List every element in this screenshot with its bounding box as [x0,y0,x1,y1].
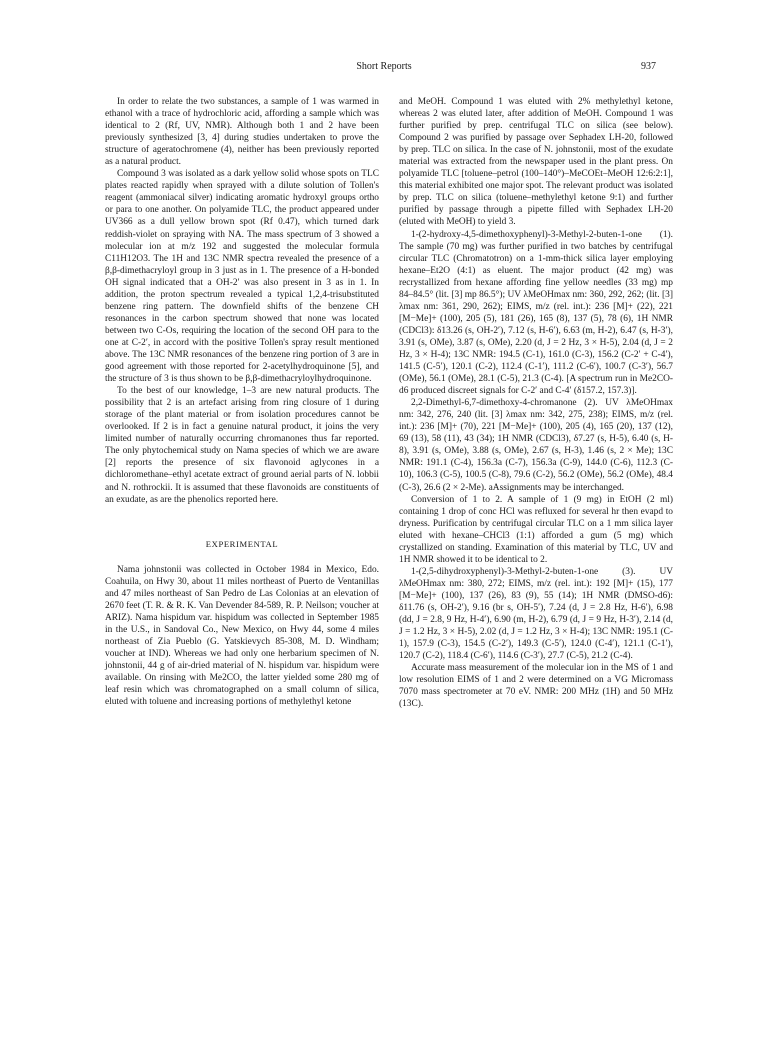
conversion-paragraph: Conversion of 1 to 2. A sample of 1 (9 mg) in EtOH (2 ml) containing 1 drop of conc HCl was refluxed for several hr then evapd to dryness. Purification by centrifugal circular TLC on a 1 mm silica layer eluted with hexane–CHCl3 (1:1) afforded a gum (5 mg) which crystallized on standing. Examination of this material by TLC, UV and 1H NMR showed it to be identical to 2. [399,494,673,565]
compound-1-paragraph: 1-(2-hydroxy-4,5-dimethoxyphenyl)-3-Methyl-2-buten-1-one (1). The sample (70 mg) was further purified in two batches by centrifugal circular TLC (Chromatotron) on a 1-mm-thick silica layer employing hexane–Et2O (4:1) as eluent. The major product (42 mg) was recrystallized from hexane affording fine yellow needles (33 mg) mp 84–84.5° (lit. [3] mp 86.5°); UV λMeOHmax nm: 360, 292, 262; (lit. [3] λmax nm: 361, 290, 262); EIMS, m/z (rel. int.): 236 [M]+ (22), 221 [M−Me]+ (100), 205 (5), 181 (26), 165 (8), 137 (5), 78 (6), 1H NMR (CDCl3): δ13.26 (s, OH-2′), 7.12 (s, H-6′), 6.63 (m, H-2), 6.47 (s, H-3′), 3.91 (s, OMe), 3.87 (s, OMe), 2.20 (d, J = 2 Hz, 3 × H-5), 2.04 (d, J = 2 Hz, 3 × H-4); 13C NMR: 194.5 (C-1), 161.0 (C-3), 156.2 (C-2′ + C-4′), 141.5 (C-5′), 120.1 (C-2), 112.4 (C-1′), 111.2 (C-6′), 100.7 (C-3′), 56.7 (OMe), 56.1 (OMe), 28.1 (C-5), 21.3 (C-4). [A spectrum run in Me2CO-d6 produced discreet signals for C-2′ and C-4′ (δ157.2, 157.3)]. [399,229,673,397]
journal-section-title: Short Reports [356,61,412,72]
left-column [105,96,379,708]
body-paragraph: and MeOH. Compound 1 was eluted with 2% methylethyl ketone, whereas 2 was eluted later, after addition of MeOH. Compound 1 was further purified by prep. centrifugal TLC on silica (see below). Compound 2 was purified by passage over Sephadex LH-20, followed by prep. TLC on silica. In the case of N. johnstonii, most of the exudate material was extracted from the newspaper used in the plant press. On polyamide TLC [toluene–petrol (100–140°)–MeCOEt–MeOH 12:6:2:1], this material exhibited one major spot. The relevant product was isolated by prep. TLC on silica (toluene–methylethyl ketone 9:1) and further purified by passage through a pipette filled with Sephadex LH-20 (eluted with MeOH) to yield 3. [399,97,673,228]
running-head [0,61,768,75]
body-paragraph: Compound 3 was isolated as a dark yellow solid whose spots on TLC plates reacted rapidly when sprayed with a dilute solution of Tollen's reagent (ammoniacal silver) indicating aromatic hydroxyl groups ortho or para to one another. On polyamide TLC, the product appeared under UV366 as a dull yellow brown spot (Rf 0.47), which turned dark reddish-violet on spraying with NA. The mass spectrum of 3 showed a molecular ion at m/z 192 and suggested the molecular formula C11H12O3. The 1H and 13C NMR spectra revealed the presence of a β,β-dimethacryloyl group in 3 just as in 1. The presence of a H-bonded OH signal indicated that a OH-2′ was also present in 3 as in 1. In addition, the proton spectrum revealed a typical 1,2,4-trisubstituted benzene ring pattern. The downfield shifts of the benzene CH resonances in the carbon spectrum showed that none was located between two C-Os, requiring the location of the second OH para to the one at C-2′, in accord with the positive Tollen's spray result mentioned above. The 13C NMR resonances of the benzene ring portion of 3 are in good agreement with those reported for 2-acetylhydroquinone [5], and the structure of 3 is thus shown to be β,β-dimethacryloylhydroquinone. [105,169,379,385]
body-paragraph: To the best of our knowledge, 1–3 are new natural products. The possibility that 2 is an artefact arising from ring closure of 1 during storage of the plant material or from isolation procedures cannot be overlooked. If 2 is in fact a genuine natural product, it joins the very limited number of naturally occurring chromanones thus far reported. The only phytochemical study on Nama species of which we are aware [2] reports the presence of six flavonoid aglycones in a dichloromethane–ethyl acetate extract of ground aerial parts of N. lobbii and N. rothrockii. It is assumed that these flavonoids are constituents of an exudate, as are the phenolics reported here. [105,386,379,505]
compound-2-paragraph: 2,2-Dimethyl-6,7-dimethoxy-4-chromanone (2). UV λMeOHmax nm: 342, 276, 240 (lit. [3] λmax nm: 342, 275, 238); EIMS, m/z (rel. int.): 236 [M]+ (70), 221 [M−Me]+ (100), 205 (4), 165 (20), 137 (12), 69 (13), 58 (11), 43 (34); 1H NMR (CDCl3), δ7.27 (s, H-5), 6.40 (s, H-8), 3.91 (s, OMe), 3.88 (s, OMe), 2.67 (s, H-3), 1.46 (s, 2 × Me); 13C NMR: 191.1 (C-4), 156.3a (C-7), 156.3a (C-9), 144.0 (C-6), 112.3 (C-10), 106.3 (C-5), 100.5 (C-8), 79.6 (C-2), 56.2 (OMe), 56.2 (OMe), 48.4 (C-3), 26.6 (2 × 2-Me). aAssignments may be interchanged. [399,398,673,493]
page-number: 937 [641,61,656,72]
body-paragraph: In order to relate the two substances, a sample of 1 was warmed in ethanol with a trace of hydrochloric acid, affording a sample which was identical to 2 (Rf, UV, NMR). Although both 1 and 2 have been previously synthesized [3, 4] during studies undertaken to prove the structure of ageratochromene (4), neither has been previously reported as a natural product. [105,97,379,168]
instrumentation-paragraph: Accurate mass measurement of the molecular ion in the MS of 1 and low resolution EIMS of 1 and 2 were determined on a VG Micromass 7070 mass spectrometer at 70 eV. NMR: 200 MHz (1H) and 50 MHz (13C). [399,663,673,710]
compound-3-paragraph: 1-(2,5-dihydroxyphenyl)-3-Methyl-2-buten-1-one (3). UV λMeOHmax nm: 380, 272; EIMS, m/z (rel. int.): 192 [M]+ (15), 177 [M−Me]+ (100), 137 (26), 83 (9), 55 (14); 1H NMR (DMSO-d6): δ11.76 (s, OH-2′), 9.16 (br s, OH-5′), 7.24 (d, J = 2.8 Hz, H-6′), 6.98 (dd, J = 2.8, 9 Hz, H-4′), 6.90 (m, H-2), 6.79 (d, J = 9 Hz, H-3′), 2.14 (d, J = 1.2 Hz, 3 × H-5), 2.02 (d, J = 1.2 Hz, 3 × H-4); 13C NMR: 195.1 (C-1), 157.9 (C-3), 154.5 (C-2′), 149.3 (C-5′), 124.0 (C-4′), 121.1 (C-1′), 120.7 (C-2), 118.4 (C-6′), 114.6 (C-3′), 27.7 (C-5), 21.2 (C-4). [399,566,673,662]
experimental-paragraph: Nama johnstonii was collected in October 1984 in Mexico, Edo. Coahuila, on Hwy 30, about 11 miles northeast of Puerto de Ventanillas and 47 miles northeast of San Pedro de Las Colonias at an elevation of 2670 feet (T. R. & R. K. Van Devender 84-589, R. P. Neilson; voucher at ARIZ). Nama hispidum var. hispidum was collected in September 1985 in the U.S., in Sandoval Co., New Mexico, on Hwy 44, some 4 miles northeast of Zia Pueblo (G. Yatskievych 85-308, M. D. Windham; voucher at IND). Whereas we had only one herbarium specimen of N. johnstonii, 44 g of air-dried material of N. hispidum var. hispidum were available. On rinsing with Me2CO, the latter yielded some 280 mg of leaf resin which was chromatographed on a small column of silica, eluted with toluene and increasing portions of methylethyl ketone [105,564,379,708]
right-column [399,96,673,710]
section-heading: EXPERIMENTAL [205,538,279,549]
